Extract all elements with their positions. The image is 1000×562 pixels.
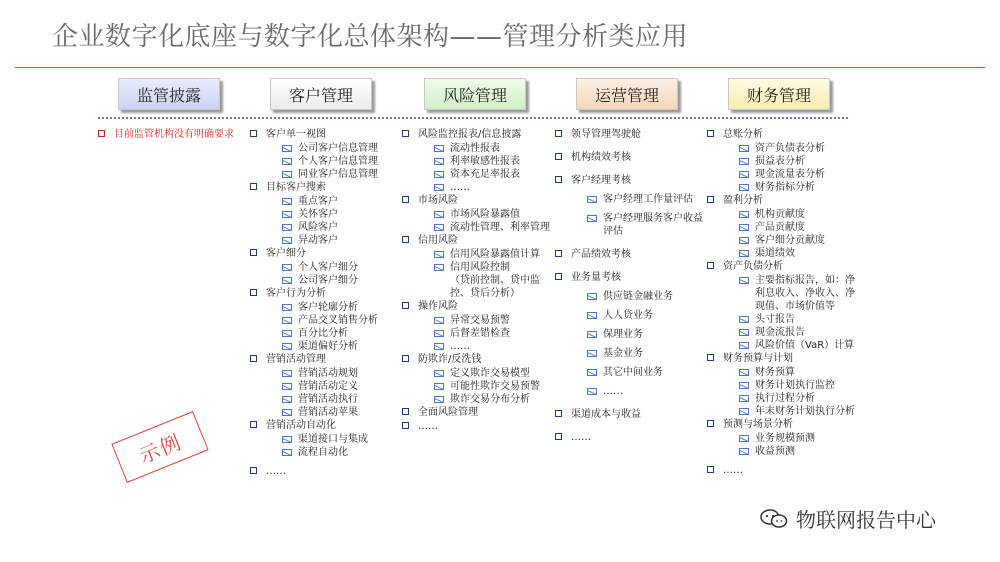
- sub-item: 供应链金融业务: [555, 290, 703, 303]
- sub-item: 人人贷业务: [555, 309, 703, 322]
- list-item: 渠道成本与收益: [555, 408, 703, 421]
- envelope-icon: [587, 215, 597, 222]
- sub-item-note: （贷前控制、贷中监控、贷后分析）: [450, 275, 540, 299]
- envelope-icon: [739, 329, 749, 336]
- envelope-icon: [282, 317, 292, 324]
- envelope-icon: [434, 330, 444, 337]
- column-risk: [402, 128, 550, 434]
- envelope-icon: [739, 171, 749, 178]
- list-item: 机构绩效考核: [555, 151, 703, 164]
- envelope-icon: [434, 251, 444, 258]
- envelope-icon: [434, 396, 444, 403]
- list-item: 客户细分: [250, 247, 395, 260]
- sub-item: 同业客户信息管理: [250, 168, 395, 181]
- list-item: 客户经理考核: [555, 174, 703, 187]
- list-item: 盈利分析: [707, 194, 857, 207]
- list-item: 目前监管机构没有明确要求: [98, 128, 238, 141]
- checkbox-bullet-icon: [250, 249, 257, 256]
- checkbox-bullet-icon: [555, 130, 562, 137]
- sub-item: 营销活动执行: [250, 393, 395, 406]
- header-operations-management: 运营管理: [576, 78, 678, 110]
- list-item: 客户单一视图: [250, 128, 395, 141]
- checkbox-bullet-icon: [555, 273, 562, 280]
- envelope-icon: [739, 224, 749, 231]
- envelope-icon: [739, 250, 749, 257]
- list-item: 领导管理驾驶舱: [555, 128, 703, 141]
- sub-item: 风险客户: [250, 221, 395, 234]
- envelope-icon: [434, 158, 444, 165]
- envelope-icon: [739, 158, 749, 165]
- envelope-icon: [739, 145, 749, 152]
- checkbox-bullet-icon: [555, 153, 562, 160]
- checkbox-bullet-icon: [402, 302, 409, 309]
- envelope-icon: [434, 343, 444, 350]
- list-item: 资产负债分析: [707, 260, 857, 273]
- checkbox-bullet-icon: [250, 130, 257, 137]
- list-item: 预测与场景分析: [707, 418, 857, 431]
- sub-item: 财务预算: [707, 366, 857, 379]
- envelope-icon: [739, 237, 749, 244]
- checkbox-bullet-icon: [555, 250, 562, 257]
- checkbox-bullet-icon: [250, 289, 257, 296]
- envelope-icon: [739, 369, 749, 376]
- list-item: ……: [402, 420, 550, 433]
- header-customer-management: 客户管理: [270, 78, 372, 110]
- column-operations: [555, 128, 703, 445]
- sub-item: 流动性报表: [402, 142, 550, 155]
- envelope-icon: [739, 382, 749, 389]
- checkbox-bullet-icon: [402, 196, 409, 203]
- sub-item: 客户轮廓分析: [250, 301, 395, 314]
- checkbox-bullet-icon: [402, 422, 409, 429]
- sub-item: 客户经理服务客户收益评估: [555, 212, 703, 238]
- envelope-icon: [434, 211, 444, 218]
- list-item: ……: [555, 431, 703, 444]
- sub-item: 现金流量表分析: [707, 168, 857, 181]
- checkbox-bullet-icon: [707, 130, 714, 137]
- list-item: 信用风险: [402, 234, 550, 247]
- checkbox-bullet-icon: [555, 433, 562, 440]
- envelope-icon: [282, 449, 292, 456]
- list-item: 市场风险: [402, 194, 550, 207]
- sub-item: 保理业务: [555, 328, 703, 341]
- envelope-icon: [282, 370, 292, 377]
- list-item: 防欺诈/反洗钱: [402, 353, 550, 366]
- sub-item: 执行过程分析: [707, 392, 857, 405]
- envelope-icon: [434, 171, 444, 178]
- list-item: ……: [250, 465, 395, 478]
- list-item: 全面风险管理: [402, 406, 550, 419]
- checkbox-bullet-icon: [250, 355, 257, 362]
- sub-item: 机构贡献度: [707, 208, 857, 221]
- checkbox-bullet-icon: [555, 176, 562, 183]
- title-divider: [15, 67, 985, 68]
- envelope-icon: [282, 224, 292, 231]
- envelope-icon: [282, 145, 292, 152]
- envelope-icon: [434, 317, 444, 324]
- sub-item: 个人客户信息管理: [250, 155, 395, 168]
- list-item: 客户行为分析: [250, 287, 395, 300]
- sub-item: 定义欺诈交易模型: [402, 367, 550, 380]
- sub-item: 头寸报告: [707, 313, 857, 326]
- sub-item: 渠道绩效: [707, 247, 857, 260]
- list-item: 风险监控报表/信息披露: [402, 128, 550, 141]
- sub-item: 产品交叉销售分析: [250, 314, 395, 327]
- envelope-icon: [282, 383, 292, 390]
- sub-item: 公司客户细分: [250, 274, 395, 287]
- sub-item: 后督差错检查: [402, 327, 550, 340]
- checkbox-bullet-icon: [707, 196, 714, 203]
- list-item: 总账分析: [707, 128, 857, 141]
- sub-item: 重点客户: [250, 195, 395, 208]
- envelope-icon: [282, 304, 292, 311]
- envelope-icon: [739, 395, 749, 402]
- sub-item: 收益预测: [707, 445, 857, 458]
- sub-item: 流动性管理、利率管理: [402, 221, 550, 234]
- sub-item: 百分比分析: [250, 327, 395, 340]
- list-item: 业务量考核: [555, 271, 703, 284]
- sub-item: 营销活动规划: [250, 367, 395, 380]
- sub-item: 可能性欺诈交易预警: [402, 380, 550, 393]
- checkbox-bullet-icon: [402, 130, 409, 137]
- checkbox-bullet-icon: [402, 236, 409, 243]
- sub-item: 利率敏感性报表: [402, 155, 550, 168]
- envelope-icon: [282, 158, 292, 165]
- checkbox-bullet-icon: [402, 355, 409, 362]
- sub-item: ……: [402, 181, 550, 194]
- sub-item: ……: [402, 340, 550, 353]
- envelope-icon: [434, 383, 444, 390]
- checkbox-bullet-icon: [707, 262, 714, 269]
- envelope-icon: [282, 264, 292, 271]
- envelope-icon: [282, 436, 292, 443]
- sub-item: 营销活动定义: [250, 380, 395, 393]
- envelope-icon: [282, 237, 292, 244]
- sub-item: 流程自动化: [250, 446, 395, 459]
- checkbox-bullet-icon: [250, 421, 257, 428]
- sub-item: 现金流报告: [707, 326, 857, 339]
- envelope-icon: [282, 330, 292, 337]
- envelope-icon: [739, 277, 749, 284]
- checkbox-bullet-icon: [707, 420, 714, 427]
- envelope-icon: [739, 342, 749, 349]
- envelope-icon: [282, 171, 292, 178]
- sub-item: 市场风险暴露值: [402, 208, 550, 221]
- sub-item: 信用风险暴露值计算: [402, 248, 550, 261]
- sub-item: 关怀客户: [250, 208, 395, 221]
- checkbox-bullet-icon: [98, 130, 105, 137]
- sub-item: ……: [555, 385, 703, 398]
- envelope-icon: [282, 409, 292, 416]
- sub-item: 异动客户: [250, 234, 395, 247]
- sub-item: 公司客户信息管理: [250, 142, 395, 155]
- envelope-icon: [282, 343, 292, 350]
- envelope-icon: [587, 293, 597, 300]
- sub-item: 其它中间业务: [555, 366, 703, 379]
- header-finance-management: 财务管理: [728, 78, 830, 110]
- envelope-icon: [282, 198, 292, 205]
- envelope-icon: [587, 331, 597, 338]
- sub-item: 产品贡献度: [707, 221, 857, 234]
- envelope-icon: [434, 370, 444, 377]
- checkbox-bullet-icon: [707, 354, 714, 361]
- brand-name: 物联网报告中心: [796, 508, 936, 532]
- sub-item: 年末财务计划执行分析: [707, 405, 857, 418]
- envelope-icon: [739, 316, 749, 323]
- header-regulatory-disclosure: 监管披露: [118, 78, 220, 110]
- sub-item: 损益表分析: [707, 155, 857, 168]
- sub-item: 个人客户细分: [250, 261, 395, 274]
- page-title: 企业数字化底座与数字化总体架构——管理分析类应用: [52, 22, 689, 52]
- sub-item: 客户经理工作量评估: [555, 193, 703, 206]
- checkbox-bullet-icon: [250, 183, 257, 190]
- sub-item: 资本充足率报表: [402, 168, 550, 181]
- list-item: ……: [707, 464, 857, 477]
- envelope-icon: [739, 448, 749, 455]
- list-item: 产品绩效考核: [555, 248, 703, 261]
- list-item: 财务预算与计划: [707, 352, 857, 365]
- example-stamp: 示例: [111, 411, 208, 483]
- envelope-icon: [434, 145, 444, 152]
- sub-item: 信用风险控制: [402, 261, 550, 274]
- checkbox-bullet-icon: [250, 467, 257, 474]
- checkbox-bullet-icon: [402, 408, 409, 415]
- envelope-icon: [587, 369, 597, 376]
- envelope-icon: [587, 196, 597, 203]
- envelope-icon: [587, 388, 597, 395]
- brand-watermark: [760, 504, 936, 533]
- checkbox-bullet-icon: [707, 466, 714, 473]
- envelope-icon: [434, 264, 444, 271]
- list-item: 营销活动管理: [250, 353, 395, 366]
- envelope-icon: [739, 211, 749, 218]
- envelope-icon: [434, 224, 444, 231]
- sub-item: 渠道接口与集成: [250, 433, 395, 446]
- envelope-icon: [587, 312, 597, 319]
- sub-item: 风险价值（VaR）计算: [707, 339, 857, 352]
- column-finance: [707, 128, 857, 478]
- sub-item: 异常交易预警: [402, 314, 550, 327]
- sub-item: 财务指标分析: [707, 181, 857, 194]
- envelope-icon: [739, 184, 749, 191]
- sub-item: 渠道偏好分析: [250, 340, 395, 353]
- sub-item: 欺诈交易分布分析: [402, 393, 550, 406]
- sub-item: 营销活动苹果: [250, 406, 395, 419]
- envelope-icon: [434, 184, 444, 191]
- sub-item: 资产负债表分析: [707, 142, 857, 155]
- envelope-icon: [739, 435, 749, 442]
- column-customer: [250, 128, 395, 479]
- header-risk-management: 风险管理: [424, 78, 526, 110]
- list-item: 操作风险: [402, 300, 550, 313]
- sub-item: 业务规模预测: [707, 432, 857, 445]
- envelope-icon: [587, 350, 597, 357]
- dotted-divider: [98, 117, 848, 119]
- sub-item: 财务计划执行监控: [707, 379, 857, 392]
- envelope-icon: [282, 396, 292, 403]
- envelope-icon: [282, 211, 292, 218]
- envelope-icon: [739, 408, 749, 415]
- wechat-icon: [760, 508, 788, 530]
- list-item: 营销活动自动化: [250, 419, 395, 432]
- sub-item: 基金业务: [555, 347, 703, 360]
- column-regulatory: [98, 128, 238, 142]
- list-item: 目标客户搜索: [250, 181, 395, 194]
- sub-item: 客户细分贡献度: [707, 234, 857, 247]
- envelope-icon: [282, 277, 292, 284]
- checkbox-bullet-icon: [555, 410, 562, 417]
- sub-item: 主要指标报告，如：净利息收入、净收入、净现值、市场价值等: [707, 274, 857, 313]
